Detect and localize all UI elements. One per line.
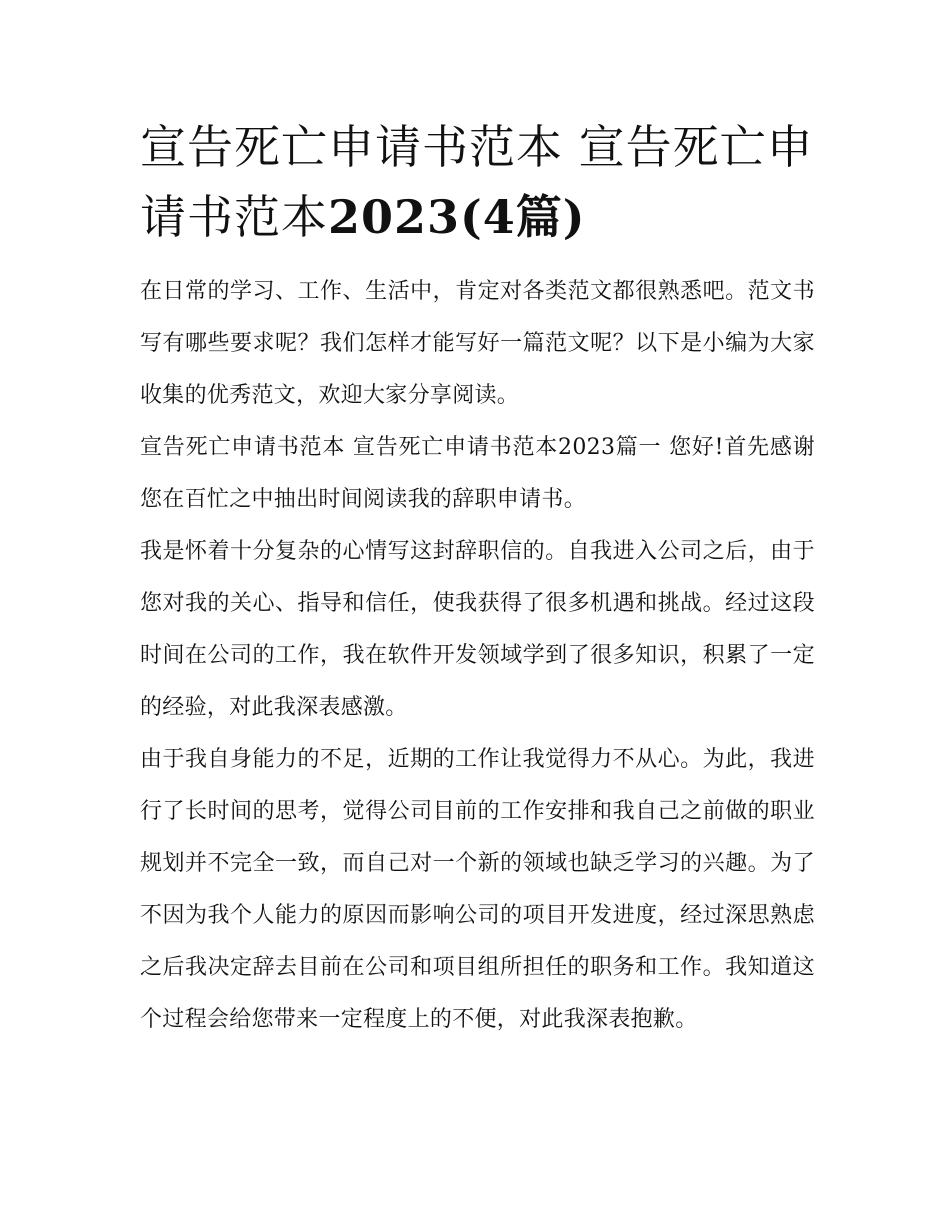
body-paragraph: 我是怀着十分复杂的心情写这封辞职信的。自我进入公司之后，由于您对我的关心、指导和信任，使我获得了很多机遇和挑战。经过这段时间在公司的工作，我在软件开发领域学到了很多知识，积累了一定的经验，对此我深表感激。 bbox=[140, 539, 815, 720]
document-title bbox=[140, 112, 815, 252]
title-text: 宣告死亡申请书范本 宣告死亡申请书范本 bbox=[140, 120, 814, 244]
document-body bbox=[140, 112, 815, 1046]
intro-paragraph: 在日常的学习、工作、生活中，肯定对各类范文都很熟悉吧。范文书写有哪些要求呢？我们怎样才能写好一篇范文呢？以下是小编为大家收集的优秀范文，欢迎大家分享阅读。 bbox=[140, 279, 815, 408]
title-year-count: 2023(4篇) bbox=[328, 190, 586, 244]
body-paragraph: 由于我自身能力的不足，近期的工作让我觉得力不从心。为此，我进行了长时间的思考，觉得公司目前的工作安排和我自己之前做的职业规划并不完全一致，而自己对一个新的领域也缺乏学习的兴趣。为了不因为我个人能力的原因而影响公司的项目开发进度，经过深思熟虑之后我决定辞去目前在公司和项目组所担任的职务和工作。我知道这个过程会给您带来一定程度上的不便，对此我深表抱歉。 bbox=[140, 747, 815, 1032]
section-heading-paragraph: 宣告死亡申请书范本 宣告死亡申请书范本2023篇一 您好!首先感谢您在百忙之中抽出时间阅读我的辞职申请书。 bbox=[140, 435, 815, 512]
